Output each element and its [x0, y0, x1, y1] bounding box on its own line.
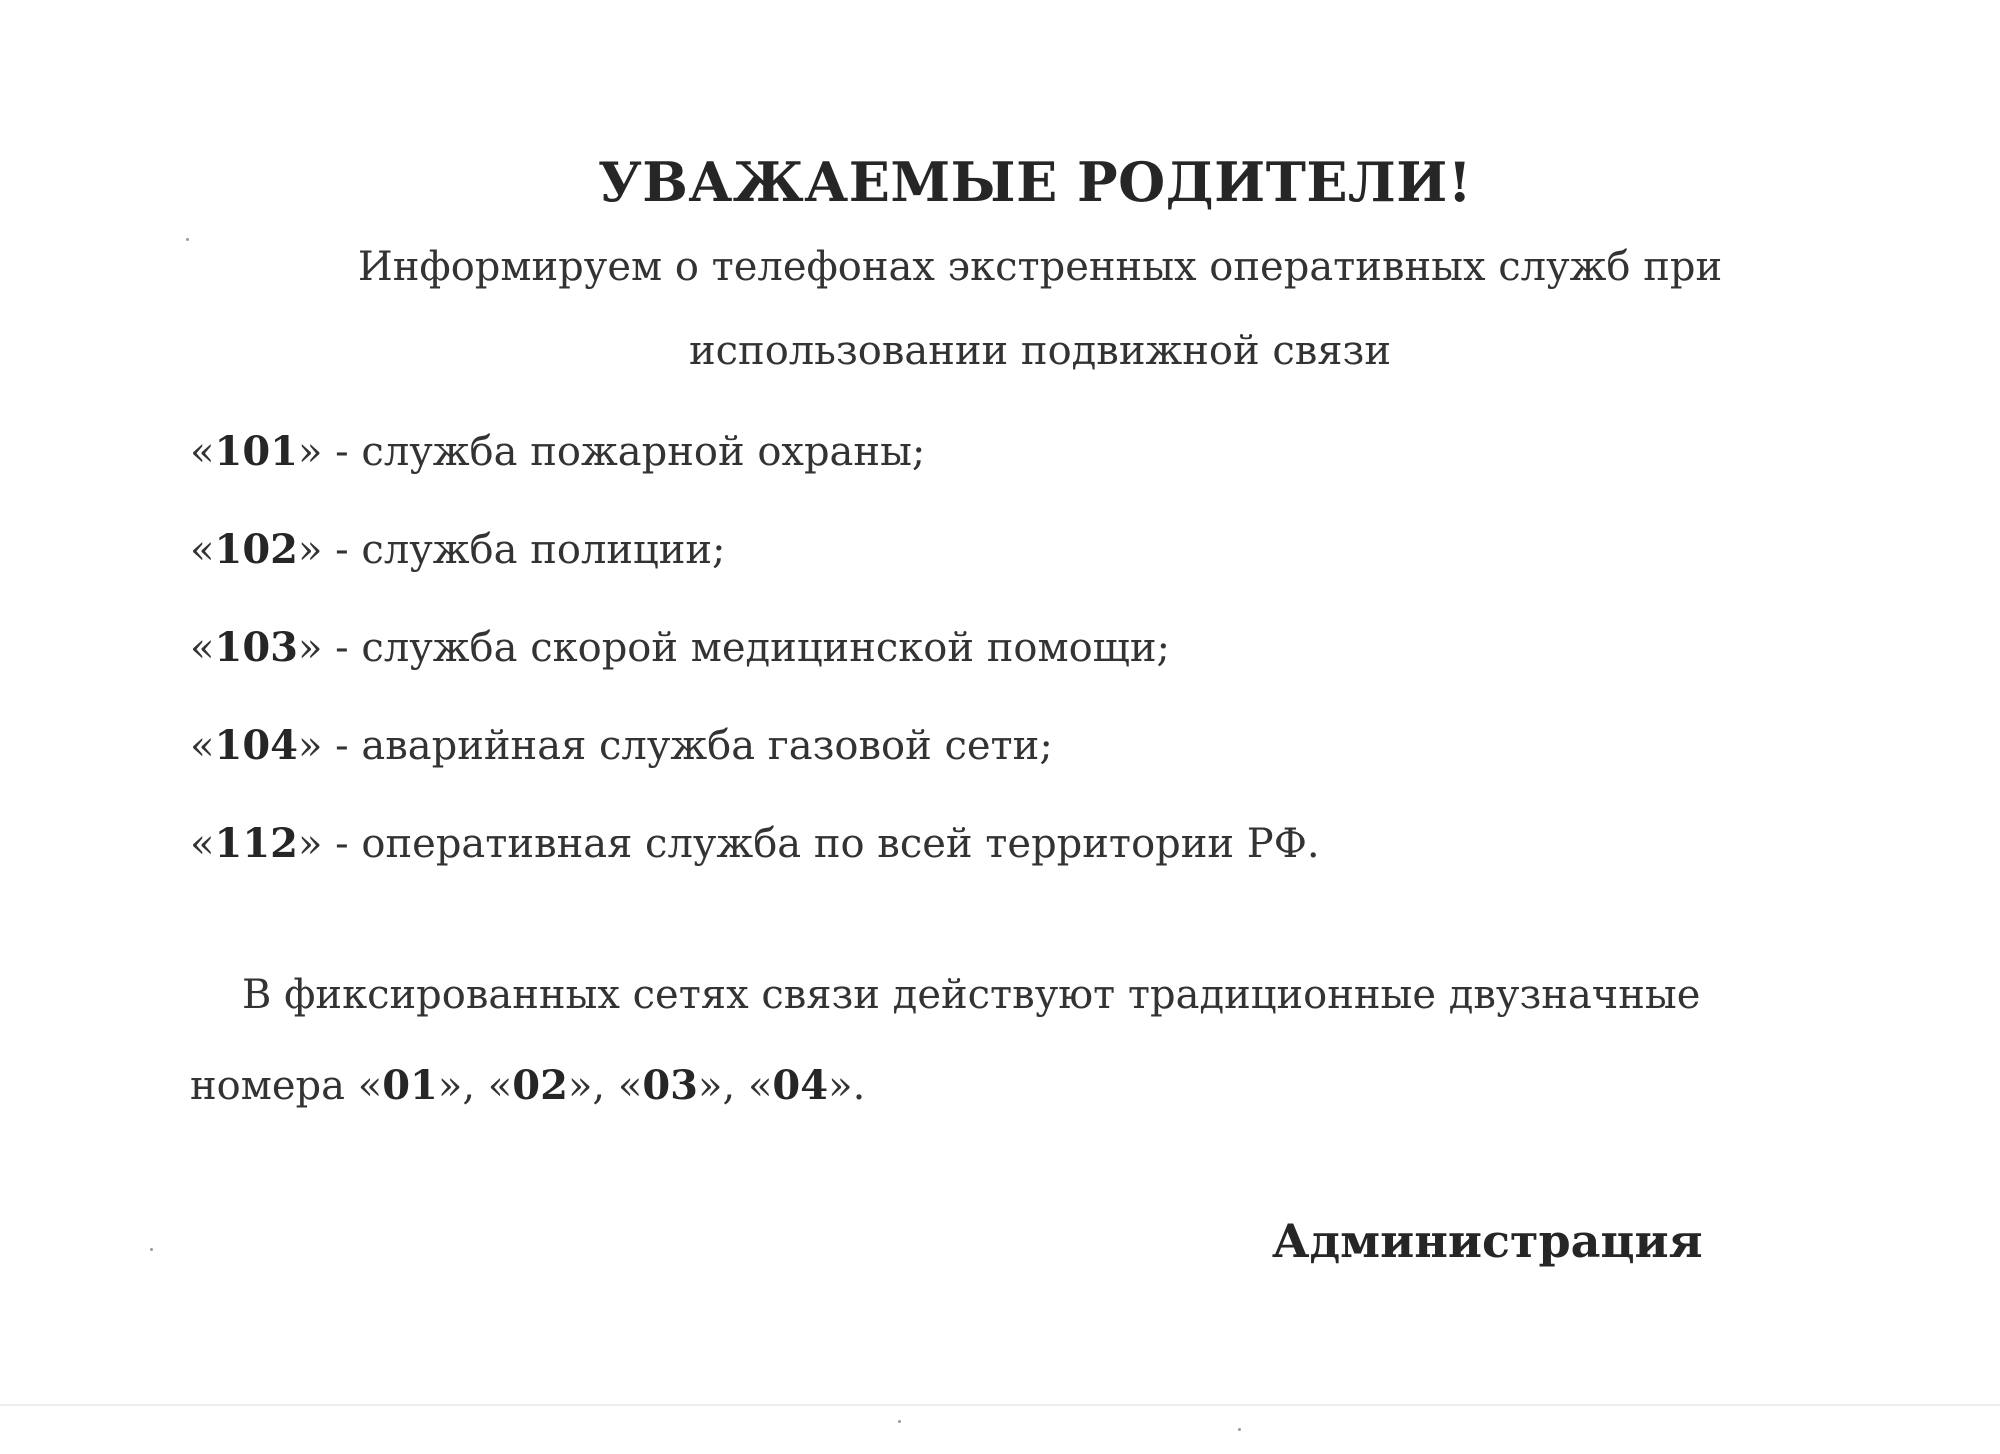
service-number: 103	[214, 624, 298, 671]
service-item-112: «112» - оперативная служба по всей территории РФ.	[190, 820, 1320, 867]
service-item-101: «101» - служба пожарной охраны;	[190, 428, 926, 475]
service-description: - аварийная служба газовой сети;	[322, 723, 1053, 769]
fixed-networks-prefix: номера	[190, 1063, 358, 1109]
service-description: - служба скорой медицинской помощи;	[322, 625, 1170, 671]
fixed-number: 03	[642, 1062, 699, 1109]
fixed-number: 02	[512, 1062, 568, 1109]
service-description: - служба полиции;	[322, 527, 726, 573]
separator: ,	[462, 1063, 488, 1109]
service-number: 101	[214, 428, 298, 475]
sentence-end: .	[852, 1063, 866, 1109]
scan-speck	[898, 1420, 901, 1423]
emergency-services-list	[190, 428, 1320, 918]
scan-speck	[186, 238, 189, 241]
service-item-103: «103» - служба скорой медицинской помощи;	[190, 624, 1170, 671]
service-number: 112	[214, 820, 298, 867]
service-item-102: «102» - служба полиции;	[190, 526, 726, 573]
scan-speck	[1238, 1428, 1241, 1431]
intro-line-2: использовании подвижной связи	[688, 328, 1392, 374]
fixed-number: 04	[772, 1062, 829, 1109]
fixed-number: 01	[382, 1062, 438, 1109]
service-description: - оперативная служба по всей территории РФ.	[322, 821, 1320, 867]
service-description: - служба пожарной охраны;	[322, 429, 926, 475]
service-number: 102	[214, 526, 298, 573]
signature-administration: Администрация	[1272, 1214, 1703, 1268]
service-number: 104	[214, 722, 298, 769]
scan-speck	[150, 1248, 153, 1251]
intro-line-1: Информируем о телефонах экстренных оперативных служб при	[357, 244, 1723, 290]
fixed-networks-line-1: В фиксированных сетях связи действуют традиционные двузначные	[242, 972, 1701, 1018]
separator: ,	[722, 1063, 748, 1109]
fixed-networks-paragraph	[190, 972, 1750, 1152]
notice-title: УВАЖАЕМЫЕ РОДИТЕЛИ!	[597, 150, 1473, 214]
scan-edge-line	[0, 1404, 2000, 1406]
fixed-networks-line-2: номера «01», «02», «03», «04».	[190, 1062, 866, 1109]
separator: ,	[592, 1063, 618, 1109]
service-item-104: «104» - аварийная служба газовой сети;	[190, 722, 1053, 769]
